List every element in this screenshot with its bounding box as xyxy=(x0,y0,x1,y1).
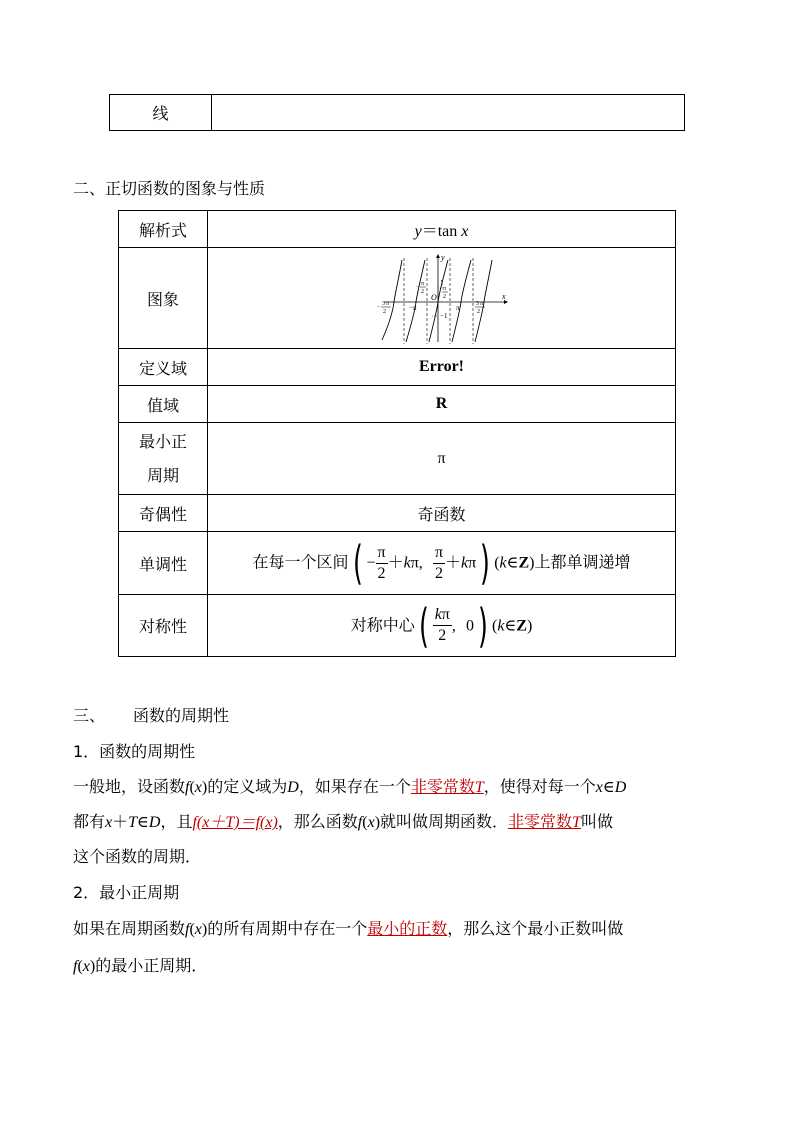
var-x: x xyxy=(194,779,202,796)
den: 2 xyxy=(438,627,447,644)
paren-open: ( xyxy=(352,536,363,590)
var-x: x xyxy=(367,814,375,831)
var-k: k xyxy=(461,554,469,572)
table-cell-empty xyxy=(212,95,685,131)
para1-line1: 一般地，设函数f(x)的定义域为D，如果存在一个非零常数T，使得对每一个x∈D xyxy=(73,777,627,796)
tick-neg3half-minus: − xyxy=(376,304,380,310)
row-label: 单调性 xyxy=(119,532,208,595)
table-row xyxy=(119,211,676,248)
plus: ＋ xyxy=(112,814,129,831)
symmetry-value: 对称中心( $\frac{k\pi}{2}$ , 0) (k∈Z) xyxy=(208,595,676,657)
plus: ＋ xyxy=(445,554,462,572)
tick-half-pi-num: π xyxy=(442,286,446,292)
var-T: T xyxy=(572,814,581,831)
pi: π xyxy=(441,606,450,623)
section3-heading xyxy=(73,703,229,726)
text: ，如果存在一个 xyxy=(298,777,411,796)
text: 一般地，设函数 xyxy=(73,777,186,796)
paren-close: ) xyxy=(478,598,488,653)
num xyxy=(433,607,452,626)
origin-label: O xyxy=(430,293,437,302)
period-value: π xyxy=(208,423,676,495)
text: ，那么函数 xyxy=(277,812,358,831)
para1-line2: 都有x＋T∈D，且f(x＋T)＝f(x)，那么函数f(x)就叫做周期函数．非零常数T叫做 xyxy=(73,812,613,831)
fraction xyxy=(433,607,452,644)
tick-neg-half-den: 2 xyxy=(420,289,424,295)
tan-branch xyxy=(452,260,471,342)
var-k: k xyxy=(499,554,507,572)
tick-label-pi: π xyxy=(455,304,460,312)
highlight-smallest-positive: 最小的正数 xyxy=(367,919,448,938)
text: 非零常数 xyxy=(410,777,475,796)
text: 非零常数 xyxy=(508,812,573,831)
para2-line1: 如果在周期函数f(x)的所有周期中存在一个最小的正数，那么这个最小正数叫做 xyxy=(73,919,624,938)
x-axis-label: x xyxy=(501,292,506,301)
text: 的最小正周期． xyxy=(95,956,208,975)
table-row xyxy=(119,248,676,349)
label-line2: 周期 xyxy=(146,465,179,485)
tangent-properties-table xyxy=(118,210,676,657)
var-D: D xyxy=(614,779,627,796)
var-y: y xyxy=(414,222,422,240)
text: 的所有周期中存在一个 xyxy=(207,919,368,938)
var-x: x xyxy=(82,958,90,975)
num: π xyxy=(433,545,445,564)
var-D: D xyxy=(287,779,299,796)
tick-neg3half-den: 2 xyxy=(382,309,386,315)
tick-3half-pi: π xyxy=(479,301,483,307)
tick-label-neg1: −1 xyxy=(439,312,447,320)
set-z: Z xyxy=(516,617,527,634)
parity-value: 奇函数 xyxy=(208,495,676,532)
tangent-graph xyxy=(372,252,512,344)
var-f: f xyxy=(357,814,363,831)
text: ，且 xyxy=(160,812,193,831)
num: π xyxy=(376,545,388,564)
range-value: R xyxy=(208,386,676,423)
tick-label-neg-pi: −π xyxy=(408,304,416,312)
tick-neg-half-minus: − xyxy=(415,284,419,290)
formula-eq: ＝tan xyxy=(421,222,462,240)
row-label: 值域 xyxy=(119,386,208,423)
paren-open: ( xyxy=(418,598,429,653)
var-x: x xyxy=(595,779,603,796)
set-z: Z xyxy=(518,554,530,572)
minus: − xyxy=(366,554,376,572)
fraction xyxy=(376,545,388,582)
in: ∈ xyxy=(602,779,615,796)
comma: , xyxy=(418,554,423,572)
text: 的定义域为 xyxy=(207,777,288,796)
section2-heading: 二、正切函数的图象与性质 xyxy=(73,179,266,198)
monotonic-value: 在每一个区间( − $\frac{\pi}{2}$ ＋kπ, $\frac{\pi}{2}$ ＋kπ) (k∈Z)上都单调递增 xyxy=(208,532,676,595)
plus: ＋ xyxy=(387,554,404,572)
graph-cell xyxy=(208,248,676,349)
row-label: 图象 xyxy=(119,248,208,349)
row-label: 解析式 xyxy=(119,211,208,248)
row-label: 对称性 xyxy=(119,595,208,657)
row-label xyxy=(119,423,208,495)
text: 上都单调递增 xyxy=(534,552,631,572)
den: 2 xyxy=(377,564,386,582)
y-axis-arrow xyxy=(436,254,440,258)
var-k: k xyxy=(403,554,411,572)
table-row xyxy=(119,495,676,532)
pi: π xyxy=(468,554,477,572)
in: ∈ xyxy=(504,617,517,634)
var-T: T xyxy=(474,779,484,796)
den: 2 xyxy=(434,564,443,582)
table-cell-label xyxy=(110,95,212,131)
row-label: 定义域 xyxy=(119,349,208,386)
text: ，使得对每一个 xyxy=(483,777,596,796)
paren-close: ) xyxy=(480,536,491,590)
var-f: f xyxy=(185,921,190,938)
in: ∈ xyxy=(137,814,149,831)
var-f: f xyxy=(185,779,190,796)
table-row xyxy=(119,423,676,495)
var-k: k xyxy=(497,617,505,634)
tick-neg-half-num: π xyxy=(420,281,424,287)
tick-3half-num: 3 xyxy=(475,301,479,307)
comma: , xyxy=(451,617,456,634)
tick-label-1: 1 xyxy=(439,279,443,287)
var-D: D xyxy=(148,814,161,831)
zero: 0 xyxy=(466,617,475,634)
text: 如果在周期函数 xyxy=(73,919,186,938)
table-row xyxy=(119,532,676,595)
table-row xyxy=(119,595,676,657)
tick-neg3half-num: 3 xyxy=(381,301,385,307)
var-f: f xyxy=(73,958,78,975)
domain-value: Error! xyxy=(208,349,676,386)
in: ∈ xyxy=(506,554,519,572)
text: ，那么这个最小正数叫做 xyxy=(447,919,624,938)
tick-half-pi-den: 2 xyxy=(442,294,446,300)
tan-branch xyxy=(406,260,425,342)
tan-branch xyxy=(382,260,402,340)
para2-line2: f(x)的最小正周期． xyxy=(73,956,208,975)
var-x: x xyxy=(194,921,202,938)
fraction xyxy=(433,545,445,582)
text: 都有 xyxy=(73,812,106,831)
heading-number: 三、 xyxy=(73,706,106,725)
table-row xyxy=(119,386,676,423)
pi: π xyxy=(410,554,419,572)
tick-3half-den: 2 xyxy=(476,309,480,315)
var-x: x xyxy=(461,222,469,240)
text: 对称中心 xyxy=(350,615,415,634)
var-k: k xyxy=(434,606,442,623)
heading-text: 函数的周期性 xyxy=(133,706,230,725)
cell-text: 线 xyxy=(152,104,169,123)
top-partial-table xyxy=(109,94,685,131)
formula-cell xyxy=(208,211,676,248)
row-label: 奇偶性 xyxy=(119,495,208,532)
subheading-1: 1．函数的周期性 xyxy=(73,742,196,761)
text: 在每一个区间 xyxy=(252,552,349,572)
para1-line3: 这个函数的周期． xyxy=(73,847,202,866)
tick-neg3half-pi: π xyxy=(385,301,389,307)
label-line1: 最小正 xyxy=(138,431,187,451)
highlight-nonzero-constant-2 xyxy=(508,812,581,831)
var-x: x xyxy=(105,814,113,831)
highlight-periodic-condition: f(x＋T)＝f(x) xyxy=(192,814,278,831)
highlight-nonzero-constant xyxy=(411,777,484,796)
subheading-2: 2．最小正周期 xyxy=(73,883,180,902)
y-axis-label: y xyxy=(440,253,445,262)
table-row xyxy=(119,349,676,386)
var-T: T xyxy=(128,814,138,831)
text: 叫做 xyxy=(580,812,613,831)
text: 就叫做周期函数． xyxy=(380,812,509,831)
